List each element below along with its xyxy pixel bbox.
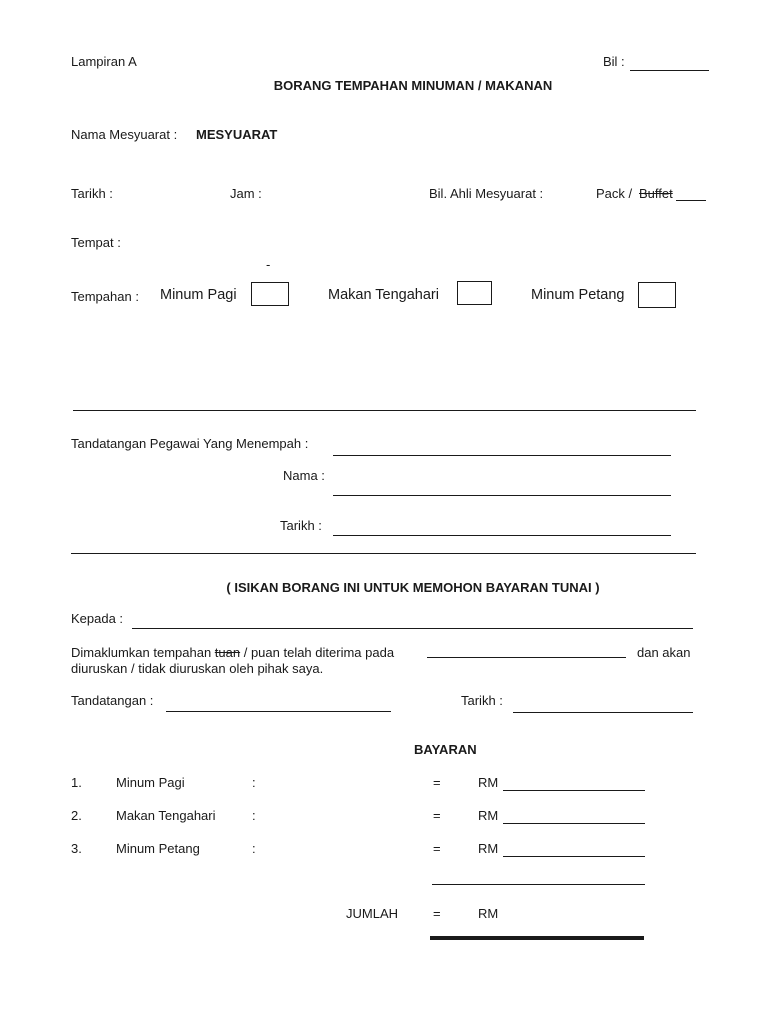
item-3-amount-field[interactable]: [503, 856, 645, 857]
tarikh-signature-field[interactable]: [333, 535, 671, 536]
item-3-number: 3.: [71, 841, 82, 856]
bil-ahli-label: Bil. Ahli Mesyuarat :: [429, 186, 544, 201]
item-1-number: 1.: [71, 775, 82, 790]
kepada-label: Kepada :: [71, 611, 124, 626]
item-2-label: Makan Tengahari: [116, 808, 216, 823]
jumlah-equals: =: [433, 906, 441, 921]
lampiran-label: Lampiran A: [71, 54, 137, 69]
received-date-field[interactable]: [427, 657, 626, 658]
tarikh-payment-field[interactable]: [513, 712, 693, 713]
tandatangan-pegawai-label: Tandatangan Pegawai Yang Menempah :: [71, 436, 309, 451]
dash-mark: -: [266, 257, 271, 272]
tandatangan-label: Tandatangan :: [71, 693, 154, 708]
item-2-equals: =: [433, 808, 441, 823]
notice-post: dan akan: [637, 645, 691, 660]
makan-tengahari-checkbox[interactable]: [457, 281, 492, 305]
item-1-rm: RM: [478, 775, 499, 790]
tempat-label: Tempat :: [71, 235, 121, 250]
jumlah-rm: RM: [478, 906, 499, 921]
section-divider-1: [73, 410, 696, 411]
tempahan-label: Tempahan :: [71, 289, 139, 304]
kepada-field[interactable]: [132, 628, 693, 629]
nama-label: Nama :: [283, 468, 325, 483]
item-3-rm: RM: [478, 841, 499, 856]
notice-line-2: diuruskan / tidak diuruskan oleh pihak saya.: [71, 661, 324, 676]
section-divider-2: [71, 553, 696, 554]
form-title: BORANG TEMPAHAN MINUMAN / MAKANAN: [273, 78, 553, 93]
nama-field[interactable]: [333, 495, 671, 496]
item-2-amount-field[interactable]: [503, 823, 645, 824]
item-1-equals: =: [433, 775, 441, 790]
item-1-label: Minum Pagi: [116, 775, 185, 790]
tarikh-signature-label: Tarikh :: [280, 518, 322, 533]
item-1-colon: :: [252, 775, 256, 790]
item-3-label: Minum Petang: [116, 841, 200, 856]
tandatangan-pegawai-field[interactable]: [333, 455, 671, 456]
bil-label: Bil :: [603, 54, 625, 69]
option-makan-tengahari-label: Makan Tengahari: [328, 287, 439, 303]
tarikh-payment-label: Tarikh :: [461, 693, 503, 708]
notice-pre: Dimaklumkan tempahan: [71, 645, 215, 660]
nama-mesyuarat-value: MESYUARAT: [196, 127, 278, 142]
jumlah-total-line[interactable]: [430, 936, 644, 940]
bayaran-heading: BAYARAN: [414, 742, 477, 757]
pack-field[interactable]: [676, 200, 706, 201]
notice-line-1: [71, 645, 394, 660]
option-minum-pagi-label: Minum Pagi: [160, 287, 237, 303]
pack-label: Pack /: [596, 186, 633, 201]
item-2-number: 2.: [71, 808, 82, 823]
minum-petang-checkbox[interactable]: [638, 282, 676, 308]
item-3-equals: =: [433, 841, 441, 856]
payment-request-heading: ( ISIKAN BORANG INI UNTUK MEMOHON BAYARAN TUNAI ): [226, 580, 600, 595]
notice-mid: / puan telah diterima pada: [240, 645, 395, 660]
nama-mesyuarat-label: Nama Mesyuarat :: [71, 127, 178, 142]
item-1-amount-field[interactable]: [503, 790, 645, 791]
bil-field[interactable]: [630, 70, 709, 71]
minum-pagi-checkbox[interactable]: [251, 282, 289, 306]
item-2-rm: RM: [478, 808, 499, 823]
jumlah-label: JUMLAH: [346, 906, 399, 921]
item-2-colon: :: [252, 808, 256, 823]
option-minum-petang-label: Minum Petang: [531, 287, 625, 303]
tandatangan-field[interactable]: [166, 711, 391, 712]
buffet-label: Buffet: [639, 186, 673, 201]
notice-struck-word: tuan: [214, 645, 241, 660]
item-3-colon: :: [252, 841, 256, 856]
tarikh-label: Tarikh :: [71, 186, 113, 201]
subtotal-line: [432, 884, 645, 885]
jam-label: Jam :: [230, 186, 262, 201]
